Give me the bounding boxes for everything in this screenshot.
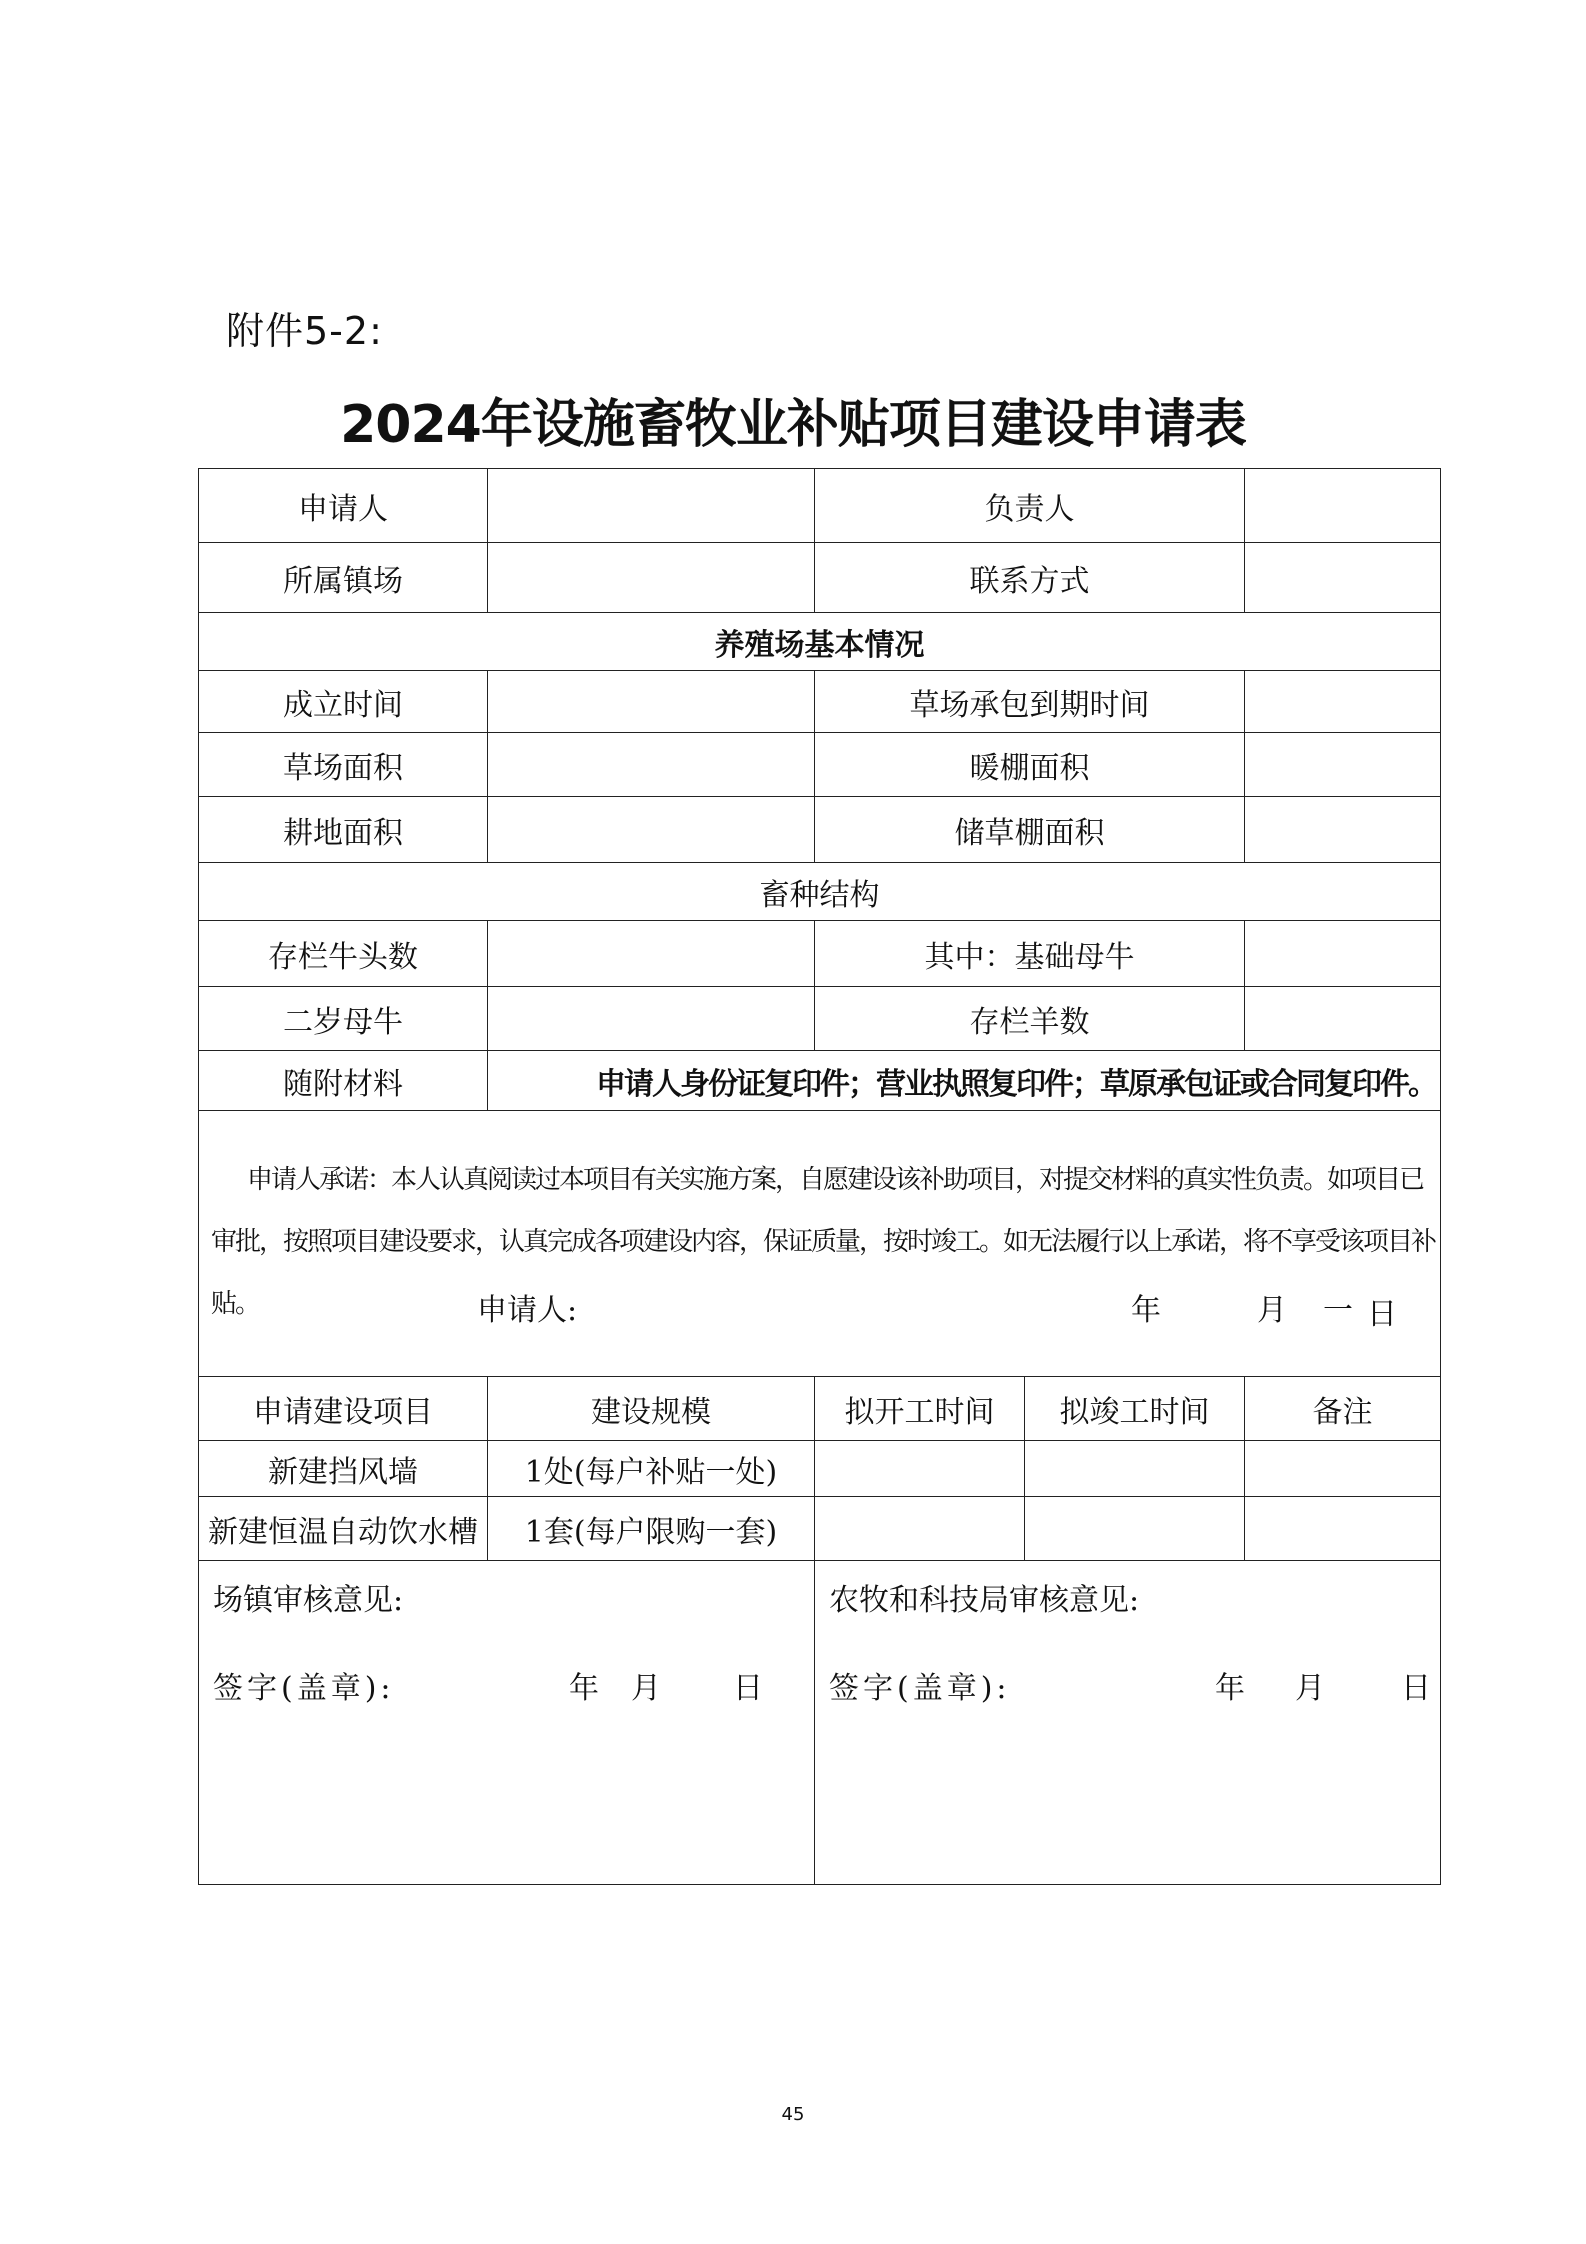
form-row-applicant <box>199 469 1441 543</box>
field-two-year-cows[interactable] <box>488 987 815 1051</box>
section-heading-livestock-structure: 畜种结构 <box>199 863 1441 921</box>
field-end-time[interactable] <box>1025 1441 1245 1497</box>
table-row <box>199 1441 1441 1497</box>
label-sheep-count: 存栏羊数 <box>815 987 1245 1051</box>
field-town[interactable] <box>488 543 815 613</box>
pledge-year: 年 <box>1131 1293 1161 1328</box>
header-remarks: 备注 <box>1245 1377 1441 1441</box>
label-grassland-expiry: 草场承包到期时间 <box>815 671 1245 733</box>
pledge-row <box>199 1111 1441 1377</box>
section-heading-farm-basic: 养殖场基本情况 <box>199 613 1441 671</box>
field-base-cows[interactable] <box>1245 921 1441 987</box>
bureau-sign-label: 签字(盖章): <box>829 1671 1011 1706</box>
field-hay-shed-area[interactable] <box>1245 797 1441 863</box>
project-scale: 1处(每户补贴一处) <box>488 1441 815 1497</box>
table-row <box>199 1497 1441 1561</box>
label-attachments: 随附材料 <box>199 1051 488 1111</box>
town-review-month: 月 <box>631 1671 661 1706</box>
section-farm-basic <box>199 613 1441 671</box>
field-warm-shed-area[interactable] <box>1245 733 1441 797</box>
form-row-grassland-area <box>199 733 1441 797</box>
form-row-town <box>199 543 1441 613</box>
label-contact: 联系方式 <box>815 543 1245 613</box>
form-row-farmland-area <box>199 797 1441 863</box>
pledge-signature-line <box>199 1285 1440 1332</box>
form-row-established <box>199 671 1441 733</box>
town-sign-label: 签字(盖章): <box>213 1671 395 1706</box>
label-cattle-count: 存栏牛头数 <box>199 921 488 987</box>
label-warm-shed-area: 暖棚面积 <box>815 733 1245 797</box>
label-town: 所属镇场 <box>199 543 488 613</box>
field-start-time[interactable] <box>815 1441 1025 1497</box>
field-farmland-area[interactable] <box>488 797 815 863</box>
field-sheep-count[interactable] <box>1245 987 1441 1051</box>
section-livestock-structure <box>199 863 1441 921</box>
pledge-month: 月 <box>1257 1293 1287 1328</box>
application-form <box>198 468 1441 1885</box>
pledge-day: 日 <box>1367 1297 1397 1332</box>
review-row <box>199 1561 1441 1885</box>
project-name: 新建恒温自动饮水槽 <box>199 1497 488 1561</box>
project-header-row <box>199 1377 1441 1441</box>
header-scale: 建设规模 <box>488 1377 815 1441</box>
field-responsible[interactable] <box>1245 469 1441 543</box>
pledge-dash: 一 <box>1323 1293 1353 1328</box>
page-number: 45 <box>781 2104 805 2125</box>
pledge-cell <box>199 1111 1441 1377</box>
attachment-label: 附件5-2: <box>226 309 383 353</box>
field-contact[interactable] <box>1245 543 1441 613</box>
form-row-cattle-count <box>199 921 1441 987</box>
town-review-day: 日 <box>733 1671 763 1706</box>
form-row-attachments <box>199 1051 1441 1111</box>
bureau-review-title: 农牧和科技局审核意见: <box>829 1583 1140 1618</box>
label-base-cows: 其中：基础母牛 <box>815 921 1245 987</box>
bureau-review-month: 月 <box>1295 1671 1325 1706</box>
field-grassland-expiry[interactable] <box>1245 671 1441 733</box>
field-remarks[interactable] <box>1245 1441 1441 1497</box>
label-responsible: 负责人 <box>815 469 1245 543</box>
pledge-text: 申请人承诺：本人认真阅读过本项目有关实施方案，自愿建设该补助项目，对提交材料的真实性负责。如项目已 审批，按照项目建设要求，认真完成各项建设内容，保证质量，按时竣工。如无法履行以上承诺，将不享受该项目补 贴。 <box>211 1165 1436 1319</box>
field-cattle-count[interactable] <box>488 921 815 987</box>
field-grassland-area[interactable] <box>488 733 815 797</box>
label-applicant: 申请人 <box>199 469 488 543</box>
header-project: 申请建设项目 <box>199 1377 488 1441</box>
field-established[interactable] <box>488 671 815 733</box>
label-grassland-area: 草场面积 <box>199 733 488 797</box>
label-two-year-cows: 二岁母牛 <box>199 987 488 1051</box>
attachments-value: 申请人身份证复印件；营业执照复印件；草原承包证或合同复印件。 <box>488 1051 1441 1111</box>
project-scale: 1套(每户限购一套) <box>488 1497 815 1561</box>
field-applicant[interactable] <box>488 469 815 543</box>
town-review-title: 场镇审核意见: <box>213 1583 404 1618</box>
field-remarks[interactable] <box>1245 1497 1441 1561</box>
project-name: 新建挡风墙 <box>199 1441 488 1497</box>
label-hay-shed-area: 储草棚面积 <box>815 797 1245 863</box>
header-start-time: 拟开工时间 <box>815 1377 1025 1441</box>
bureau-review-day: 日 <box>1401 1671 1431 1706</box>
bureau-review-cell[interactable] <box>815 1561 1441 1885</box>
field-end-time[interactable] <box>1025 1497 1245 1561</box>
form-row-two-year-cows <box>199 987 1441 1051</box>
page-title: 2024年设施畜牧业补贴项目建设申请表 <box>340 395 1246 455</box>
pledge-applicant-label: 申请人: <box>477 1293 578 1328</box>
field-start-time[interactable] <box>815 1497 1025 1561</box>
town-review-year: 年 <box>569 1671 599 1706</box>
town-review-cell[interactable] <box>199 1561 815 1885</box>
header-end-time: 拟竣工时间 <box>1025 1377 1245 1441</box>
label-farmland-area: 耕地面积 <box>199 797 488 863</box>
bureau-review-year: 年 <box>1215 1671 1245 1706</box>
label-established: 成立时间 <box>199 671 488 733</box>
